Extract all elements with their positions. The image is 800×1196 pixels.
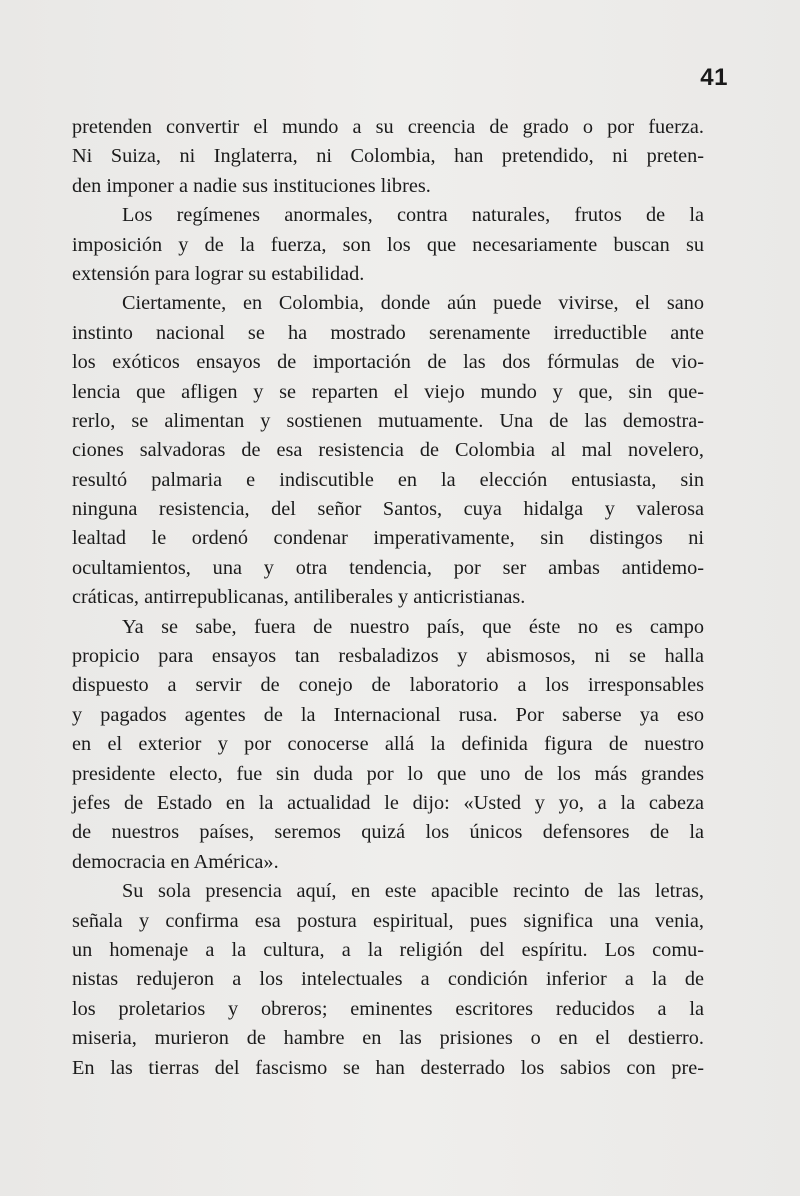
text-line: los proletarios y obreros; eminentes escritores reducidos a la bbox=[72, 997, 704, 1020]
text-line: En las tierras del fascismo se han desterrado los sabios con pre- bbox=[72, 1056, 704, 1079]
text-line: Ni Suiza, ni Inglaterra, ni Colombia, han pretendido, ni preten- bbox=[72, 145, 704, 168]
text-line: resultó palmaria e indiscutible en la elección entusiasta, sin bbox=[72, 468, 704, 491]
text-line: ninguna resistencia, del señor Santos, cuya hidalga y valerosa bbox=[72, 498, 704, 521]
text-line: Los regímenes anormales, contra naturales, frutos de la bbox=[122, 204, 704, 227]
text-line: nistas redujeron a los intelectuales a condición inferior a la de bbox=[72, 968, 704, 991]
text-line: propicio para ensayos tan resbaladizos y abismosos, ni se halla bbox=[72, 645, 704, 668]
text-line: den imponer a nadie sus instituciones libres. bbox=[72, 174, 431, 197]
text-line: pretenden convertir el mundo a su creencia de grado o por fuerza. bbox=[72, 116, 704, 138]
text-line: dispuesto a servir de conejo de laboratorio a los irresponsables bbox=[72, 674, 704, 697]
text-line: y pagados agentes de la Internacional rusa. Por saberse ya eso bbox=[72, 703, 704, 726]
text-line: democracia en América». bbox=[72, 850, 279, 873]
text-line: rerlo, se alimentan y sostienen mutuamente. Una de las demostra- bbox=[72, 409, 704, 432]
text-line: cráticas, antirrepublicanas, antiliberales y anticristianas. bbox=[72, 586, 526, 609]
text-line: extensión para lograr su estabilidad. bbox=[72, 262, 365, 285]
text-line: un homenaje a la cultura, a la religión del espíritu. Los comu- bbox=[72, 938, 704, 961]
text-line: lencia que afligen y se reparten el viejo mundo y que, sin que- bbox=[72, 380, 704, 403]
text-line: Ya se sabe, fuera de nuestro país, que éste no es campo bbox=[122, 615, 704, 638]
text-line: ocultamientos, una y otra tendencia, por ser ambas antidemo- bbox=[72, 556, 704, 579]
text-line: de nuestros países, seremos quizá los únicos defensores de la bbox=[72, 821, 704, 844]
text-line: Ciertamente, en Colombia, donde aún puede vivirse, el sano bbox=[122, 292, 704, 315]
text-line: los exóticos ensayos de importación de las dos fórmulas de vio- bbox=[72, 351, 704, 374]
text-line: instinto nacional se ha mostrado serenamente irreductible ante bbox=[72, 321, 704, 344]
body-text bbox=[72, 113, 704, 1083]
text-line: en el exterior y por conocerse allá la definida figura de nuestro bbox=[72, 733, 704, 756]
text-line: lealtad le ordenó condenar imperativamente, sin distingos ni bbox=[72, 527, 704, 550]
text-line: ciones salvadoras de esa resistencia de Colombia al mal novelero, bbox=[72, 439, 704, 462]
text-line: imposición y de la fuerza, son los que necesariamente buscan su bbox=[72, 233, 704, 256]
page-number: 41 bbox=[700, 64, 728, 91]
text-line: presidente electo, fue sin duda por lo que uno de los más grandes bbox=[72, 762, 704, 785]
text-line: señala y confirma esa postura espiritual, pues significa una venia, bbox=[72, 909, 704, 932]
text-line: jefes de Estado en la actualidad le dijo: «Usted y yo, a la cabeza bbox=[72, 791, 704, 814]
text-line: Su sola presencia aquí, en este apacible recinto de las letras, bbox=[122, 880, 704, 903]
text-line: miseria, murieron de hambre en las prisiones o en el destierro. bbox=[72, 1027, 704, 1050]
